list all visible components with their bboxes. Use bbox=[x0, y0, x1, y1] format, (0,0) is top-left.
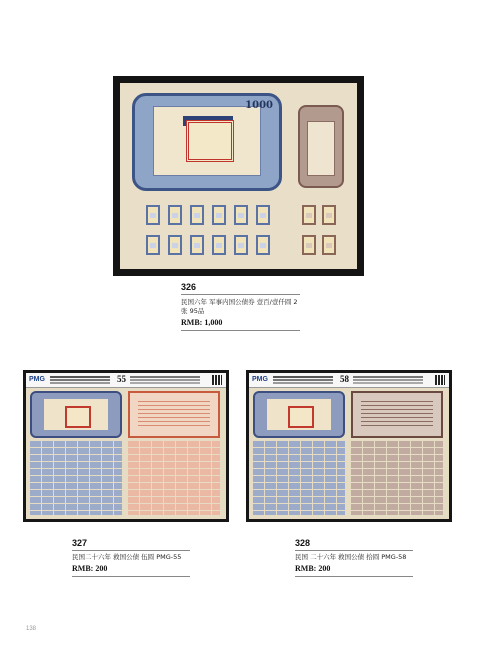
bond-front bbox=[253, 391, 345, 438]
lot-description: 民国六年 军事内国公债券 壹百/壹仟圆 2 bbox=[181, 298, 298, 306]
lot-number: 328 bbox=[295, 538, 311, 548]
pmg-grade: 58 bbox=[340, 374, 349, 384]
red-seal bbox=[186, 120, 234, 162]
coupon-grid bbox=[128, 441, 220, 515]
lot-description: 张 95品 bbox=[181, 307, 205, 315]
qr-code-icon bbox=[212, 375, 222, 385]
divider bbox=[72, 576, 190, 577]
bond-1000-yuan bbox=[132, 93, 282, 191]
coupon-grid bbox=[351, 441, 443, 515]
bond-text-side bbox=[351, 391, 443, 438]
lot-328-photo bbox=[246, 370, 452, 522]
pmg-label bbox=[26, 373, 226, 388]
lot-price: RMB: 1,000 bbox=[181, 318, 223, 327]
lot-description: 民国二十六年 救国公债 伍圆 PMG-55 bbox=[72, 553, 182, 561]
lot-price: RMB: 200 bbox=[72, 564, 108, 573]
lot-description: 民国 二十六年 救国公债 拾圆 PMG-58 bbox=[295, 553, 407, 561]
pmg-logo: PMG bbox=[252, 376, 268, 383]
lot-327-photo bbox=[23, 370, 229, 522]
divider bbox=[295, 576, 413, 577]
lot-price: RMB: 200 bbox=[295, 564, 331, 573]
lot-number: 327 bbox=[72, 538, 88, 548]
page-number: 138 bbox=[26, 626, 37, 632]
bond-100-yuan bbox=[298, 105, 344, 188]
divider bbox=[181, 330, 300, 331]
divider bbox=[181, 294, 300, 295]
divider bbox=[72, 550, 190, 551]
divider bbox=[295, 550, 413, 551]
pmg-label bbox=[249, 373, 449, 388]
bond-denomination: 1000 bbox=[245, 100, 273, 111]
pmg-grade: 55 bbox=[117, 374, 126, 384]
bond-front bbox=[30, 391, 122, 438]
lot-326-photo bbox=[113, 76, 364, 276]
coupon-grid bbox=[253, 441, 345, 515]
qr-code-icon bbox=[435, 375, 445, 385]
coupon-grid bbox=[30, 441, 122, 515]
pmg-logo: PMG bbox=[29, 376, 45, 383]
bond-text-side bbox=[128, 391, 220, 438]
lot-number: 326 bbox=[181, 282, 197, 292]
bond-sheet bbox=[120, 83, 357, 269]
